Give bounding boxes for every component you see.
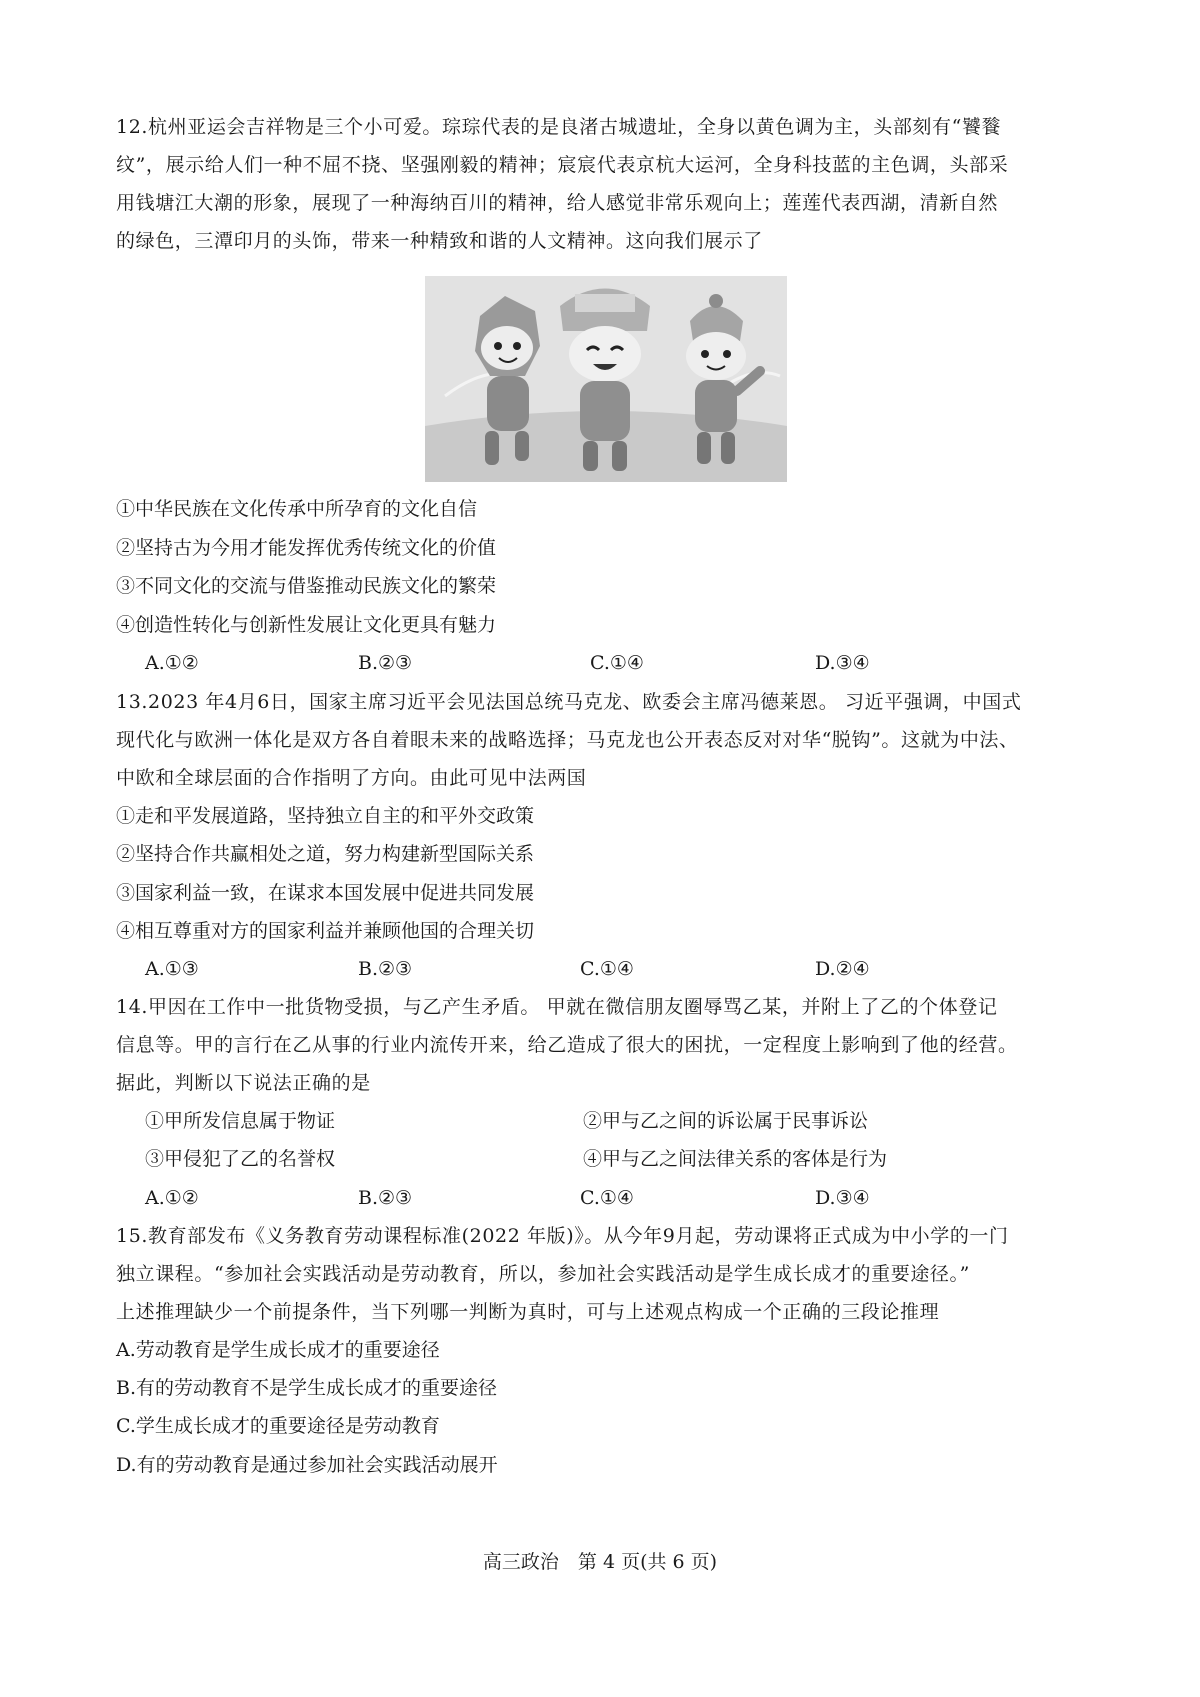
q14-item: ④甲与乙之间法律关系的客体是行为 [583,1148,888,1170]
q14-item: ③甲侵犯了乙的名誉权 [145,1148,336,1170]
q14-stem-line: 14.甲因在工作中一批货物受损，与乙产生矛盾。 甲就在微信朋友圈辱骂乙某，并附上了乙的个体登记 [116,996,998,1018]
q14-items-row [0,1108,1200,1134]
option-a: A.①③ [145,958,199,980]
option-b: B.有的劳动教育不是学生成长成才的重要途径 [116,1377,498,1399]
q13-item: ②坚持合作共赢相处之道，努力构建新型国际关系 [116,843,535,865]
q13-stem-line: 13.2023 年4月6日，国家主席习近平会见法国总统马克龙、欧委会主席冯德莱恩。 习近平强调，中国式 [116,691,1022,713]
q14-item: ①甲所发信息属于物证 [145,1110,336,1132]
option-b: B.②③ [358,652,413,674]
q14-stem-line: 信息等。甲的言行在乙从事的行业内流传开来，给乙造成了很大的困扰，一定程度上影响到了他的经营。 [116,1034,1018,1056]
q12-item: ①中华民族在文化传承中所孕育的文化自信 [116,498,478,520]
q15-stem-line: 上述推理缺少一个前提条件，当下列哪一判断为真时，可与上述观点构成一个正确的三段论推理 [116,1301,940,1323]
q14-item: ②甲与乙之间的诉讼属于民事诉讼 [583,1110,869,1132]
page-footer: 高三政治 第 4 页(共 6 页) [482,1551,718,1573]
q12-stem-line: 纹”，展示给人们一种不屈不挠、坚强刚毅的精神；宸宸代表京杭大运河，全身科技蓝的主色调，头部采 [116,154,1009,176]
q12-stem-line: 用钱塘江大潮的形象，展现了一种海纳百川的精神，给人感觉非常乐观向上；莲莲代表西湖，清新自然 [116,192,999,214]
q14-stem-line: 据此，判断以下说法正确的是 [116,1072,371,1094]
option-c: C.学生成长成才的重要途径是劳动教育 [116,1415,440,1437]
q13-stem-line: 现代化与欧洲一体化是双方各自着眼未来的战略选择；马克龙也公开表态反对对华“脱钩”。这就为中法、 [116,729,1019,751]
option-a: A.劳动教育是学生成长成才的重要途径 [116,1339,440,1361]
option-d: D.②④ [815,958,870,980]
option-c: C.①④ [580,958,634,980]
mascots-photo [425,276,787,482]
q12-item: ②坚持古为今用才能发挥优秀传统文化的价值 [116,537,497,559]
q13-stem-line: 中欧和全球层面的合作指明了方向。由此可见中法两国 [116,767,587,789]
q15-stem-line: 独立课程。“参加社会实践活动是劳动教育，所以，参加社会实践活动是学生成长成才的重要途径。” [116,1263,970,1285]
q14-options [0,1185,1200,1211]
q15-stem-line: 15.教育部发布《义务教育劳动课程标准(2022 年版)》。从今年9月起，劳动课将正式成为中小学的一门 [116,1225,1009,1247]
option-d: D.③④ [815,652,870,674]
mascots-illustration [425,276,787,482]
q13-item: ③国家利益一致，在谋求本国发展中促进共同发展 [116,882,535,904]
option-d: D.有的劳动教育是通过参加社会实践活动展开 [116,1454,498,1476]
q13-options [0,956,1200,982]
option-d: D.③④ [815,1187,870,1209]
q12-stem-line: 12.杭州亚运会吉祥物是三个小可爱。琮琮代表的是良渚古城遗址，全身以黄色调为主，头部刻有“饕餮 [116,116,1002,138]
q12-stem-line: 的绿色，三潭印月的头饰，带来一种精致和谐的人文精神。这向我们展示了 [116,230,763,252]
q12-item: ③不同文化的交流与借鉴推动民族文化的繁荣 [116,575,497,597]
option-a: A.①② [145,1187,199,1209]
q12-item: ④创造性转化与创新性发展让文化更具有魅力 [116,614,497,636]
q12-options [0,650,1200,676]
option-b: B.②③ [358,1187,413,1209]
q14-items-row [0,1146,1200,1172]
option-c: C.①④ [580,1187,634,1209]
option-b: B.②③ [358,958,413,980]
q13-item: ④相互尊重对方的国家利益并兼顾他国的合理关切 [116,920,535,942]
q13-item: ①走和平发展道路，坚持独立自主的和平外交政策 [116,805,535,827]
option-c: C.①④ [590,652,644,674]
option-a: A.①② [145,652,199,674]
